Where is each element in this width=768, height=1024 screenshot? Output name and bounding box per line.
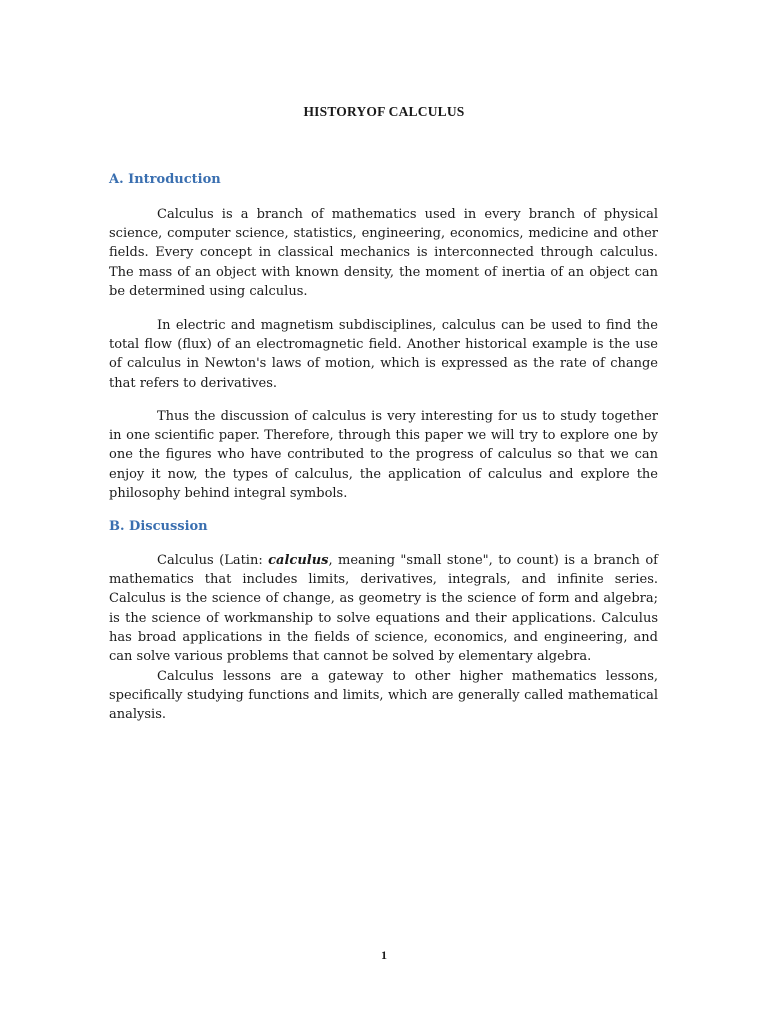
introduction-paragraph-3: Thus the discussion of calculus is very interesting for us to study together in one scientific paper. Therefore, through this paper we will try to explore one by one the figures who have contributed to the progress of calculus so that we can enjoy it now, the types of calculus, the application of calculus and explore the philosophy behind integral symbols. — [109, 409, 658, 501]
discussion-paragraph-1 — [109, 551, 658, 666]
introduction-paragraph-1: Calculus is a branch of mathematics used in every branch of physical science, computer science, statistics, engineering, economics, medicine and other fields. Every concept in classical mechanics is interconnected through calculus. The mass of an object with known density, the moment of inertia of an object can be determined using calculus. — [109, 207, 658, 299]
discussion-paragraph-2: Calculus lessons are a gateway to other higher mathematics lessons, specifically studying functions and limits, which are generally called mathematical analysis. — [109, 669, 658, 723]
section-heading-introduction: A. Introduction — [109, 172, 221, 187]
document-title: HISTORYOF CALCULUS — [303, 104, 465, 119]
introduction-paragraph-2: In electric and magnetism subdisciplines, calculus can be used to find the total flow (flux) of an electromagnetic field. Another historical example is the use of calculus in Newton's laws of motion, which is expressed as the rate of change that refers to derivatives. — [109, 318, 658, 391]
section-heading-discussion: B. Discussion — [109, 519, 208, 534]
latin-term-emphasis: calculus — [268, 553, 329, 568]
discussion-paragraph-1-rest: , meaning "small stone", to count) is a branch of mathematics that includes limits, derivatives, integrals, and infinite series. Calculus is the science of change, as geometry is the science of form and algebra; is the science of workmanship to solve equations and their applications. Calculus has broad applications in the fields of science, economics, and engineering, and can solve various problems that cannot be solved by elementary algebra. — [109, 553, 658, 665]
page-number: 1 — [381, 948, 387, 962]
discussion-paragraph-1-lead: Calculus (Latin: — [157, 553, 269, 568]
